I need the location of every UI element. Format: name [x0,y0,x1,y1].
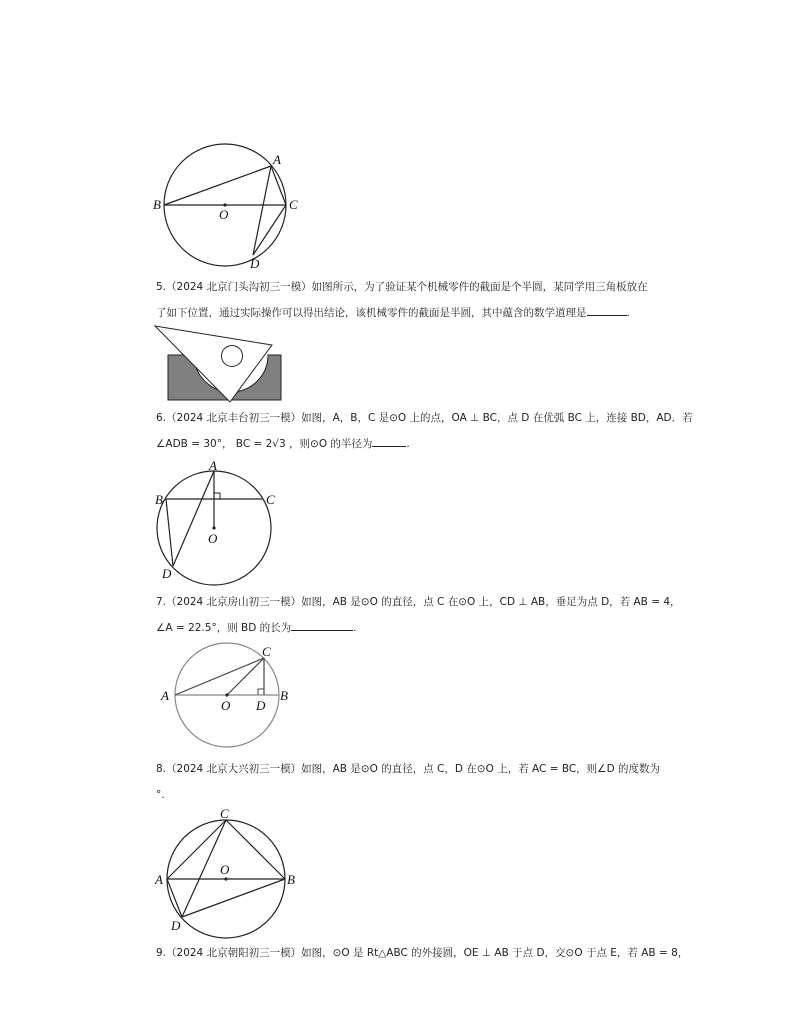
q9-line1: 9.（2024 北京朝阳初三一模）如图，⊙O 是 Rt△ABC 的外接圆，OE ⊥ AB 于点 D，交⊙O 于点 E，若 AB = 8， [156,947,689,959]
label-D: D [256,698,266,713]
label-B: B [155,492,163,507]
label-A: A [155,872,163,887]
label-A: A [209,458,217,473]
q5-line2: 了如下位置，通过实际操作可以得出结论，该机械零件的截面是半圆，其中蕴含的数学道理是 [156,307,587,319]
figure-q6 [150,458,285,583]
label-A: A [161,688,169,703]
label-D: D [171,918,181,933]
label-A: A [273,152,281,167]
label-B: B [280,688,288,703]
question-6: 6.（2024 北京丰台初三一模）如图，A，B，C 是⊙O 上的点，OA ⊥ BC，点 D 在优弧 BC 上，连接 BD，AD．若 ∠ADB = 30°， BC = 2√3 ，则⊙O 的半径为 . [156,412,693,450]
label-O: O [221,698,231,713]
figure-q4 [150,148,310,273]
label-C: C [220,806,229,821]
q6-line1: 6.（2024 北京丰台初三一模）如图，A，B，C 是⊙O 上的点，OA ⊥ BC，点 D 在优弧 BC 上，连接 BD，AD．若 [156,412,693,424]
label-D: D [250,256,260,271]
q7-line1: 7.（2024 北京房山初三一模）如图，AB 是⊙O 的直径，点 C 在⊙O 上，CD ⊥ AB，垂足为点 D，若 AB = 4， [156,596,681,608]
label-C: C [262,644,271,659]
answer-blank [291,618,353,631]
figure-q7 [155,642,295,752]
figure-q5 [152,323,287,403]
label-C: C [289,197,298,212]
label-B: B [287,872,295,887]
figure-q8 [152,806,302,936]
label-O: O [220,862,230,877]
label-O: O [219,207,229,222]
answer-blank [587,303,627,316]
label-D: D [162,566,172,581]
label-O: O [208,531,218,546]
answer-blank [372,434,406,447]
q8-line2: °. [156,789,165,801]
label-C: C [266,492,275,507]
label-B: B [153,197,161,212]
question-7: 7.（2024 北京房山初三一模）如图，AB 是⊙O 的直径，点 C 在⊙O 上，CD ⊥ AB，垂足为点 D，若 AB = 4， ∠A = 22.5°，则 BD 的长为 . [156,596,681,634]
question-9 [156,940,716,966]
question-8 [156,756,716,808]
q5-line1: 5.（2024 北京门头沟初三一模）如图所示，为了验证某个机械零件的截面是个半圆，某同学用三角板放在 [156,281,648,293]
q7-line2: ∠A = 22.5°，则 BD 的长为 [156,622,292,634]
q8-line1: 8.（2024 北京大兴初三一模）如图，AB 是⊙O 的直径，点 C，D 在⊙O 上，若 AC = BC，则∠D 的度数为 [156,763,661,775]
q6-line2: ∠ADB = 30°， BC = 2√3 ，则⊙O 的半径为 [156,438,373,450]
question-5: 5.（2024 北京门头沟初三一模）如图所示，为了验证某个机械零件的截面是个半圆，某同学用三角板放在 了如下位置，通过实际操作可以得出结论，该机械零件的截面是半圆，其中蕴含的数学道理是 . [156,281,648,319]
